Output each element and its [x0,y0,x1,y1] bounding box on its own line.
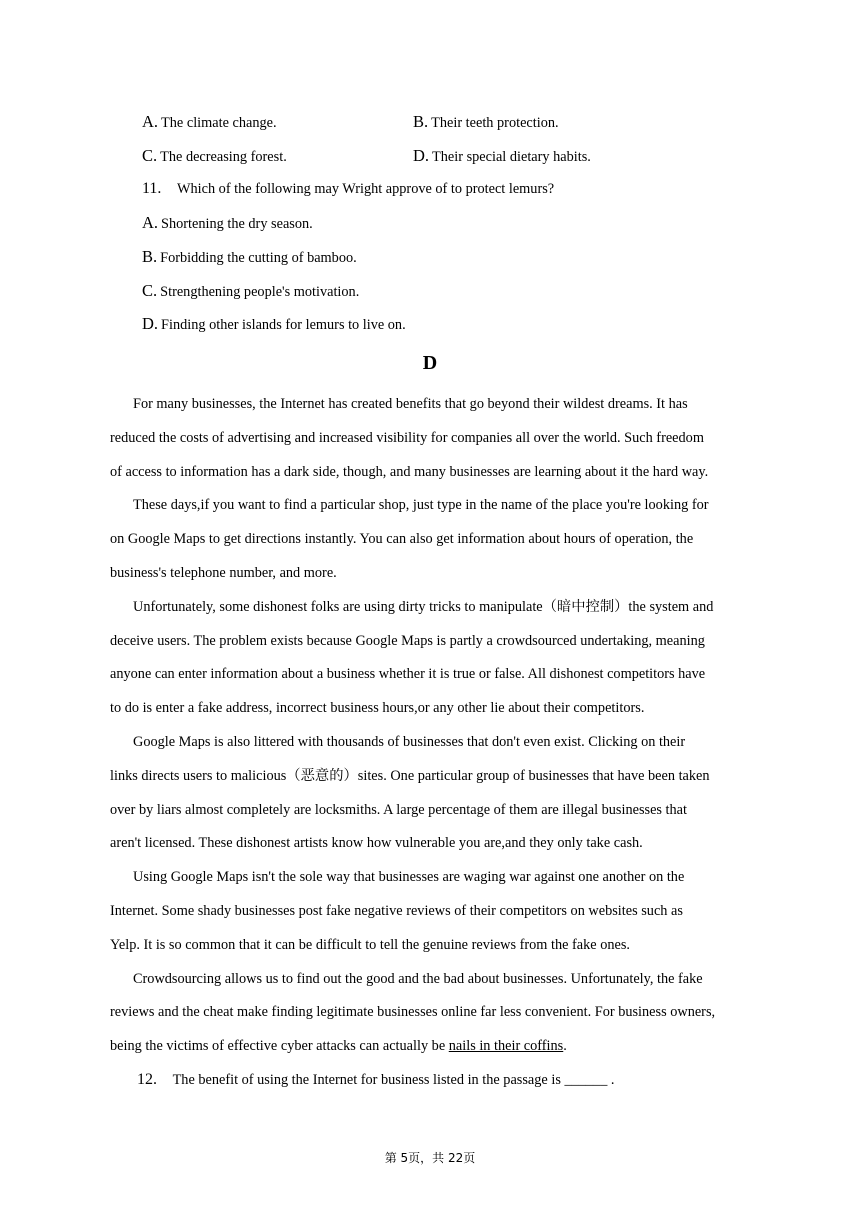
option-a: A. The climate change. [142,112,277,131]
passage-line: Google Maps is also littered with thousands of businesses that don't even exist. Clicking on their [133,734,686,750]
passage-line: For many businesses, the Internet has created benefits that go beyond their wildest dreams. It has [133,396,688,412]
q11-option-c: C. Strengthening people's motivation. [142,281,360,300]
passage-line: Crowdsourcing allows us to find out the good and the bad about businesses. Unfortunately, the fake [133,971,703,987]
question-number: 11. [142,180,162,197]
passage-line: links directs users to malicious（恶意的）sites. One particular group of businesses that have been taken [110,768,710,784]
passage-line: Unfortunately, some dishonest folks are using dirty tricks to manipulate（暗中控制）the system and [133,599,714,615]
underlined-phrase: nails in their coffins [448,1038,564,1054]
passage-last-line: being the victims of effective cyber attacks can actually be nails in their coffins. [110,1038,567,1054]
passage-line: to do is enter a fake address, incorrect business hours,or any other lie about their competitors. [110,700,645,716]
question-stem: Which of the following may Wright approve of to protect lemurs? [176,181,555,197]
q11-option-b: B. Forbidding the cutting of bamboo. [142,247,357,266]
passage-line: aren't licensed. These dishonest artists know how vulnerable you are,and they only take cash. [110,835,643,851]
passage-line: These days,if you want to find a particular shop, just type in the name of the place you're looking for [133,497,709,513]
q11-option-a: A. Shortening the dry season. [142,213,313,232]
passage-line: deceive users. The problem exists because Google Maps is partly a crowdsourced undertaking, meaning [110,633,705,649]
passage-line: reviews and the cheat make finding legitimate businesses online far less convenient. For business owners, [110,1004,716,1020]
option-d: D. Their special dietary habits. [413,146,591,165]
passage-line: of access to information has a dark side, though, and many businesses are learning about it the hard way. [110,464,709,480]
passage-line: business's telephone number, and more. [110,565,337,581]
passage-line: Internet. Some shady businesses post fake negative reviews of their competitors on websites such as [110,903,683,919]
passage-line: Yelp. It is so common that it can be difficult to tell the genuine reviews from the fake ones. [110,937,630,953]
q11-option-d: D. Finding other islands for lemurs to live on. [142,314,406,333]
passage-line: anyone can enter information about a business whether it is true or false. All dishonest competitors have [110,666,706,682]
question-12 [137,1071,615,1089]
passage-line: Using Google Maps isn't the sole way that businesses are waging war against one another on the [133,869,685,885]
question-stem: The benefit of using the Internet for business listed in the passage is ______ . [172,1072,615,1088]
passage-line: on Google Maps to get directions instantly. You can also get information about hours of operation, the [110,531,694,547]
question-number: 12. [137,1071,157,1088]
option-b: B. Their teeth protection. [413,112,559,131]
passage-line: over by liars almost completely are locksmiths. A large percentage of them are illegal businesses that [110,802,687,818]
option-c: C. The decreasing forest. [142,146,287,165]
passage-line: reduced the costs of advertising and increased visibility for companies all over the world. Such freedom [110,430,704,446]
question-11 [142,180,554,198]
section-heading: D [422,352,438,374]
page-footer: 第 5页，共 22页 [384,1151,476,1165]
